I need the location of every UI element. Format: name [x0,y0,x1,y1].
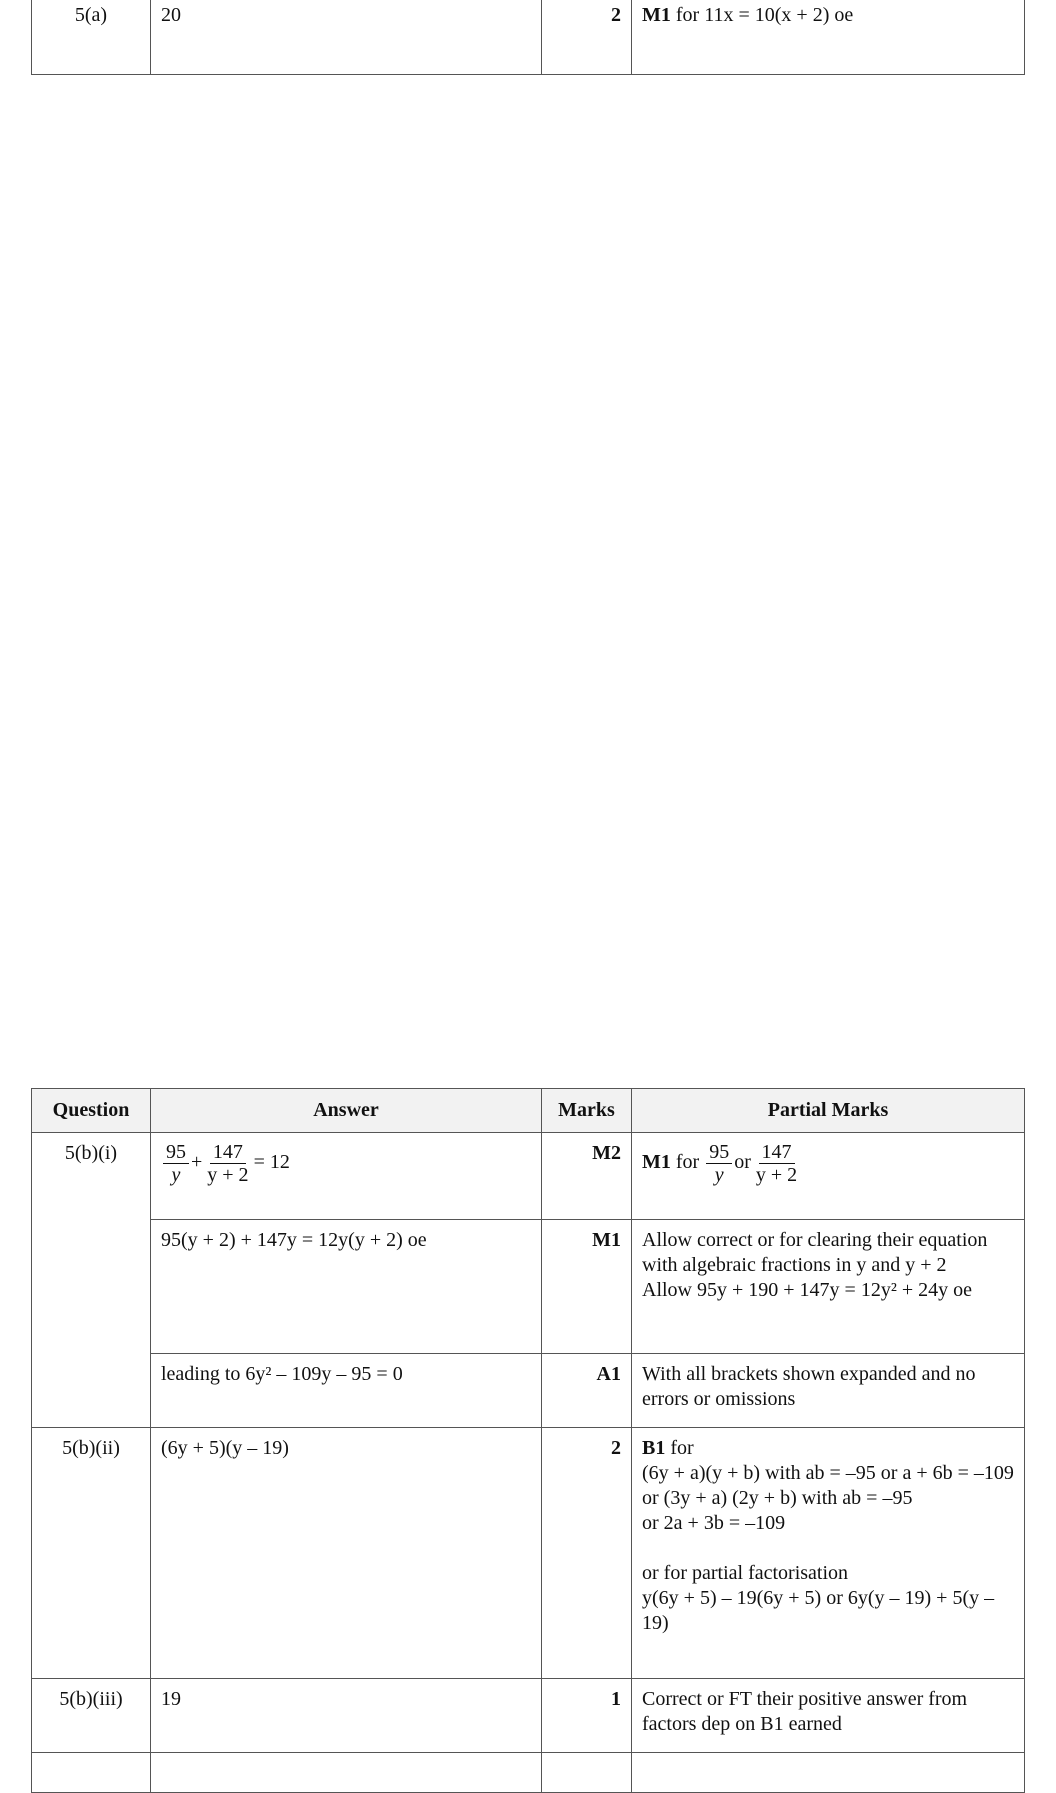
answer-cell: (6y + 5)(y – 19) [151,1428,542,1679]
table-row [32,0,1025,75]
fraction-numerator: 147 [759,1141,795,1164]
partial-text: or [734,1151,751,1174]
mark-code: B1 [642,1437,666,1459]
marks-cell: M2 [542,1133,632,1220]
header-answer: Answer [151,1089,542,1133]
question-cell: 5(a) [32,0,151,75]
partial-text: for [665,1437,694,1459]
answer-cell: 95(y + 2) + 147y = 12y(y + 2) oe [151,1220,542,1354]
fraction [163,1141,189,1186]
question-cell: 5(b)(i) [32,1133,151,1428]
mark-scheme-table-top [31,0,1025,75]
mark-scheme-table [31,1088,1025,1793]
partial-marks-cell [632,1428,1025,1679]
answer-cell: 19 [151,1679,542,1753]
marks-cell: 2 [542,1428,632,1679]
fraction [753,1141,800,1186]
partial-marks-cell [632,1753,1025,1793]
answer-cell: 20 [151,0,542,75]
table-header-row [32,1089,1025,1133]
fraction-numerator: 95 [163,1141,189,1164]
partial-text: y(6y + 5) – 19(6y + 5) or 6y(y – 19) + 5(y – 19) [642,1587,995,1634]
partial-text: Allow correct or for clearing their equation with algebraic fractions in y and y + 2 [642,1229,988,1276]
table-row [32,1753,1025,1793]
marks-cell: 1 [542,1679,632,1753]
partial-text: (6y + a)(y + b) with ab = –95 or a + 6b = –109 [642,1462,1014,1484]
plus-sign: + [191,1151,203,1174]
fraction-numerator: 147 [210,1141,246,1164]
partial-text: or for partial factorisation [642,1562,849,1584]
header-marks: Marks [542,1089,632,1133]
answer-cell: leading to 6y² – 109y – 95 = 0 [151,1354,542,1428]
marks-cell [542,1753,632,1793]
question-cell: 5(b)(iii) [32,1679,151,1753]
partial-marks-cell [632,1133,1025,1220]
table-row [32,1428,1025,1679]
partial-text: for 11x = 10(x + 2) oe [670,4,854,26]
fraction-denominator: y + 2 [207,1164,249,1186]
answer-cell [151,1133,542,1220]
answer-cell [151,1753,542,1793]
partial-text: Allow 95y + 190 + 147y = 12y² + 24y oe [642,1279,972,1301]
marks-cell: M1 [542,1220,632,1354]
partial-text: or (3y + a) (2y + b) with ab = –95 [642,1487,913,1509]
question-cell: 5(b)(ii) [32,1428,151,1679]
equals-value: = 12 [253,1151,290,1174]
marks-cell: A1 [542,1354,632,1428]
table-row [32,1679,1025,1753]
marks-cell: 2 [542,0,632,75]
fraction-denominator: y + 2 [755,1164,798,1186]
partial-marks-cell [632,0,1025,75]
fraction-denominator: y [714,1164,724,1186]
partial-text: for [675,1151,700,1174]
partial-marks-cell: With all brackets shown expanded and no errors or omissions [632,1354,1025,1428]
fraction-numerator: 95 [706,1141,732,1164]
partial-marks-cell: Correct or FT their positive answer from factors dep on B1 earned [632,1679,1025,1753]
fraction-denominator: y [171,1164,181,1186]
mark-code: M1 [642,1151,671,1174]
table-row [32,1133,1025,1220]
header-question: Question [32,1089,151,1133]
fraction [706,1141,732,1186]
fraction [204,1141,251,1186]
table-row [32,1220,1025,1354]
partial-text: or 2a + 3b = –109 [642,1512,786,1534]
partial-marks-cell [632,1220,1025,1354]
table-row [32,1354,1025,1428]
header-partial-marks: Partial Marks [632,1089,1025,1133]
question-cell [32,1753,151,1793]
mark-code: M1 [642,4,671,26]
